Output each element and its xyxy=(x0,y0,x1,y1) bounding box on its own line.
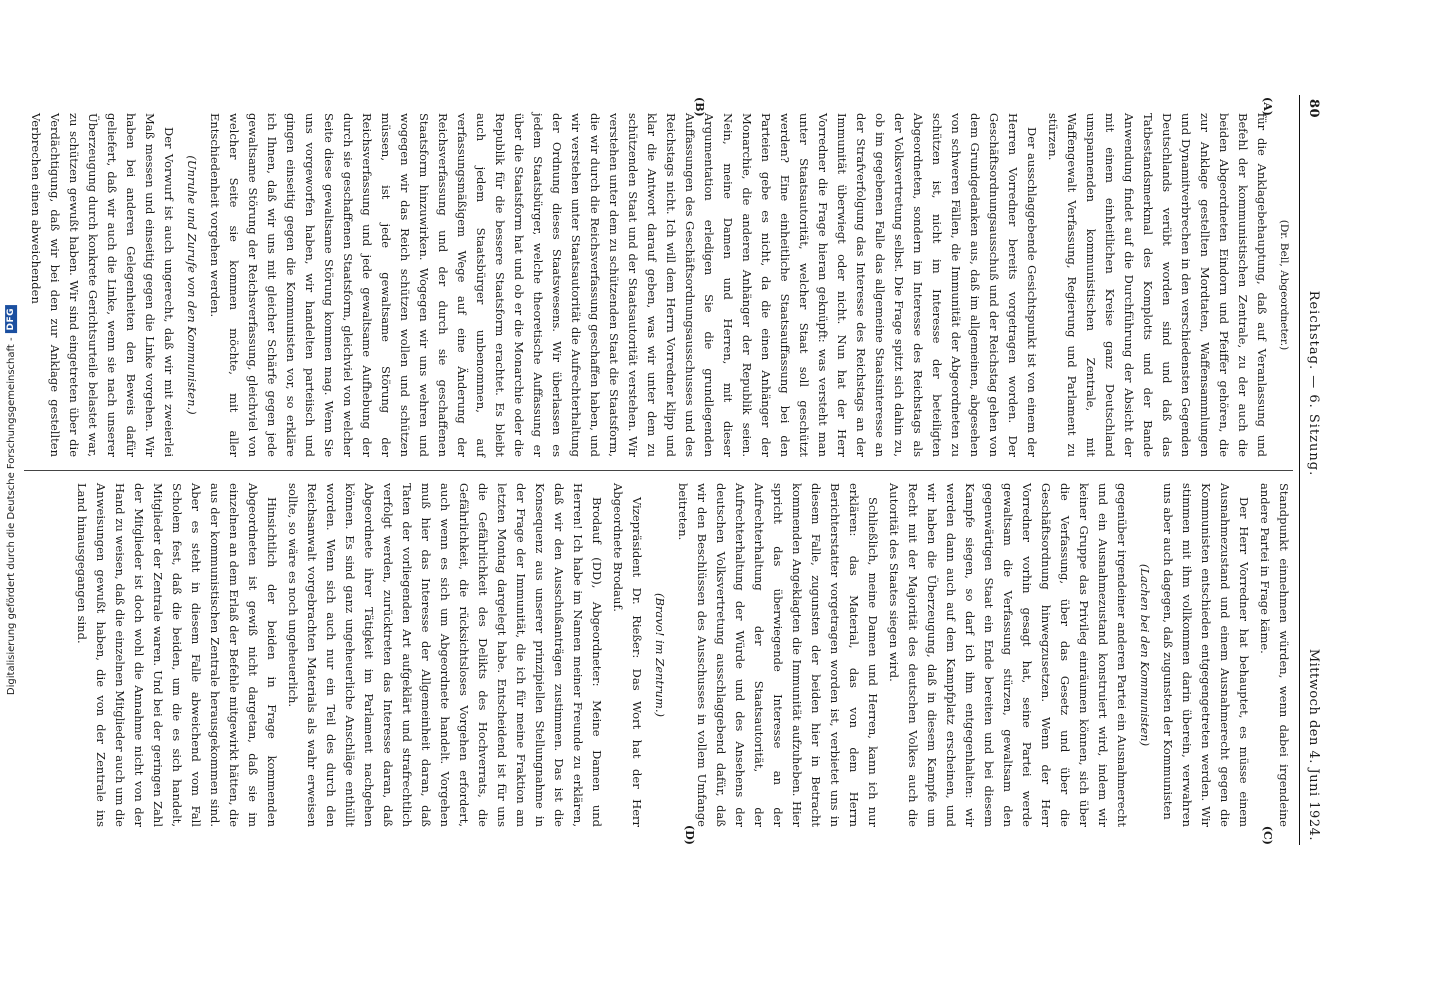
margin-mark-a: (A) xyxy=(1261,97,1274,116)
right-column xyxy=(24,483,1293,827)
paragraph: Schließlich, meine Damen und Herren, kann ich nur erklären: das Material, das von dem Herrn Berichterstatter vorgetragen worden ist, verbietet uns in diesem Falle, zugunsten der beiden hier in Betracht kommenden Angeklagten die Immunität aufzuheben. Hier spricht das überwiegende Interesse an der Aufrechterhaltung der Staatsautorität, der Aufrechterhaltung der Würde und des Ansehens der deutschen Volksvertretung ausschlaggebend dafür, daß wir den Beschlüssen des Ausschusses in vollem Umfange beitreten. xyxy=(676,483,880,827)
paragraph: Brodauf (DD), Abgeordneter: Meine Damen und Herren! Ich habe im Namen meiner Freunde zu erklären, daß wir den Ausschußanträgen zustimmen. Das ist die Konsequenz aus unserer prinzipiellen Stellungnahme in der Frage der Immunität, die ich für meine Fraktion am letzten Montag dargelegt habe. Entscheidend ist für uns die Gefährlichkeit des Delikts des Hochverrats, die Gefährlichkeit, die rücksichtsloses Vorgehen erfordert, auch wenn es sich um Abgeordnete handelt. Vorgehen muß hier das Interesse der Allgemeinheit daran, daß Taten der vorliegenden Art aufgeklärt und strafrechtlich verfolgt werden, zurücktreten das Interesse daran, daß Abgeordnete ihrer Tätigkeit im Parlament nachgehen können. Es sind ganz ungeheuerliche Anschläge enthüllt worden. Wenn sich auch nur ein Teil des durch den Reichsanwalt vorgebrachten Materials als wahr erweisen sollte, so wäre es noch ungeheuerlich. xyxy=(286,483,604,827)
margin-mark-c: (C) xyxy=(1261,825,1274,845)
margin-mark-d: (D) xyxy=(683,825,696,845)
paragraph: für die Anklagebehauptung, daß auf Veranlassung und Befehl der kommunistischen Zentrale, zu der auch die beiden Abgeordneten Eindorn und Pfeiffer gehören, die zur Anklage gestellten Mordtaten, Waffensammlungen und Dynamitverbrechen in den verschiedensten Gegenden Deutschlands verübt worden sind und daß das Tatbestandsmerkmal des Komplotts und der Bande Anwendung findet auf die Durchführung der Absicht der mit einem einheitlichen Kreise ganz Deutschland umspannenden kommunistischen Zentrale, mit Waffengewalt Verfassung, Regierung und Parlament zu stürzen. xyxy=(1046,113,1269,457)
text-columns xyxy=(24,95,1299,845)
left-column xyxy=(24,113,1293,457)
margin-mark-b: (B) xyxy=(693,97,706,117)
paragraph: Der ausschlaggebende Gesichtspunkt ist von einem der Herren Vorredner bereits vorgetragen worden. Der Geschäftsordnungsausschuß und der Reichstag gehen von dem Grundgedanken aus, daß im allgemeinen, abgesehen von schweren Fällen, die Immunität der Abgeordneten zu schützen ist, nicht im Interesse der beteiligten Abgeordneten, sondern im Interesse des Reichstags als der Volksvertretung selbst. Die Frage spitzt sich dahin zu, ob im gegebenen Falle das allgemeine Staatsinteresse an der Strafverfolgung das Interesse des Reichstags an der Immunität überwiegt oder nicht. Nun hat der Herr Vorredner die Frage hieran geknüpft: was versteht man unter Staatsautorität, welcher Staat soll geschützt werden? Eine einheitliche Staatsauffassung bei den Parteien gebe es nicht, da die einen Anhänger der Monarchie, die anderen Anhänger der Republik seien. Nein, meine Damen und Herren, mit dieser Argumentation erledigen Sie die grundlegenden Auffassungen des Geschäftsordnungsausschusses und des Reichstags nicht. Ich will dem Herrn Vorredner klipp und klar die Antwort darauf geben, was wir unter dem zu schützenden Staat und der Staatsautorität verstehen. Wir verstehen unter dem zu schützenden Staat die Staatsform, die wir durch die Reichsverfassung geschaffen haben, und wir verstehen unter Staatsautorität die Aufrechterhaltung der Ordnung dieses Staatswesens. Wir überlassen es jedem Staatsbürger, welche theoretische Auffassung er über die Staatsform hat und ob er die Monarchie oder die Republik für die bessere Staatsform erachtet. Es bleibt auch jedem Staatsbürger unbenommen, auf verfassungsmäßigem Wege auf eine Änderung der Reichsverfassung und der durch sie geschaffenen Staatsform hinzuwirken. Wogegen wir uns wehren und wogegen wir das Reich schützen wollen und schützen müssen, ist jede gewaltsame Störung der Reichsverfassung und jede gewaltsame Aufhebung der durch sie geschaffenen Staatsform, gleichviel von welcher Seite diese gewaltsame Störung kommen mag. Wenn Sie uns vorgeworfen haben, wir handelten parteiisch und gingen einseitig gegen die Kommunisten vor, so erkläre ich Ihnen, daß wir uns mit gleicher Schärfe gegen jede gewaltsame Störung der Reichsverfassung, gleichviel von welcher Seite sie kommen möchte, mit aller Entschiedenheit vorgehen werden. xyxy=(208,113,1039,457)
running-title: Reichstag. — 6. Sitzung. xyxy=(1306,290,1321,477)
credit-text: Digitalisierung gefördert durch die Deutsche Forschungsgemeinschaft - xyxy=(5,337,17,696)
scanned-page-frame xyxy=(29,95,1325,845)
document-page xyxy=(29,95,1325,845)
page-number: 80 xyxy=(1306,99,1321,119)
paragraph: gegenüber irgendeiner anderen Partei ein Ausnahmerecht und ein Ausnahmezustand konstruiert wird, indem wir keiner Gruppe das Privileg einräumen können, sich über die Verfassung, über das Gesetz und über die Geschäftsordnung hinwegzusetzen. Wenn der Herr Vorredner vorhin gesagt hat, seine Partei werde gewaltsam die Verfassung stürzen, gewaltsam den gegenwärtigen Staat ein Ende bereiten und bei diesem Kampfe siegen, so darf ich ihm entgegenhalten: wir werden dann auch auf dem Kampfplatz erscheinen, und wir haben die Überzeugung, daß in diesem Kampfe um Recht mit der Majorität des deutschen Volkes auch die Autorität des Staates siegen wird. xyxy=(887,483,1129,827)
paragraph: Hinsichtlich der beiden in Frage kommenden Abgeordneten ist gewiß nicht dargetan, daß sie im einzelnen an dem Erlaß der Befehle mitgewirkt hätten, die aus der kommunistischen Zentrale herausgekommen sind. Aber es steht in diesem Falle abweichend vom Fall Scholem fest, daß die beiden, um die es sich handelt, Mitglieder der Zentrale waren. Und bei der geringen Zahl der Mitglieder ist doch wohl die Annahme nicht von der Hand zu weisen, daß die einzelnen Mitglieder auch um die Anweisungen gewußt haben, die von der Zentrale ins Land hinausgegangen sind. xyxy=(75,483,279,827)
speaker-heading: (Dr. Bell, Abgeordneter.) xyxy=(1278,219,1290,351)
speaker-introduction: Vizepräsident Dr. Rießer: Das Wort hat der Herr Abgeordnete Brodauf. xyxy=(611,483,644,827)
interjection-note: (Bravo! im Zentrum.) xyxy=(653,592,667,717)
interjection-note: (Unruhe und Zurufe von den Kommunisten.) xyxy=(185,155,199,415)
paragraph: Der Herr Vorredner hat behauptet, es müsse einem Ausnahmezustand und einem Ausnahmerecht gegen die Kommunisten entschieden entgegengetreten werden. Wir stimmen mit ihm vollkommen darin überein, verwahren uns aber auch dagegen, daß zugunsten der Kommunisten xyxy=(1161,483,1251,827)
digitization-credit xyxy=(0,0,22,1000)
dfg-logo: DFG xyxy=(5,305,17,334)
paragraph: Der Vorwurf ist auch ungerecht, daß wir mit zweierlei Maß messen und einseitig gegen die Linke vorgehen. Wir haben bei anderen Gelegenheiten den Beweis dafür geliefert, daß wir auch die Linke, wenn sie nach unserer Überzeugung durch konkrete Gerichtsurteile belastet war, zu schützen gewußt haben. Wir sind eingetreten über die Verdächtigung, daß wir bei den zur Anklage gestellten Verbrechen einen abweichenden xyxy=(29,113,176,457)
interjection-note: (Lachen bei den Kommunisten) xyxy=(1138,563,1152,747)
session-date: Mittwoch den 4. Juni 1924. xyxy=(1306,648,1321,841)
paragraph: Standpunkt einnehmen würden, wenn dabei irgendeine andere Partei in Frage käme. xyxy=(1258,483,1291,827)
page-header xyxy=(1299,95,1325,845)
